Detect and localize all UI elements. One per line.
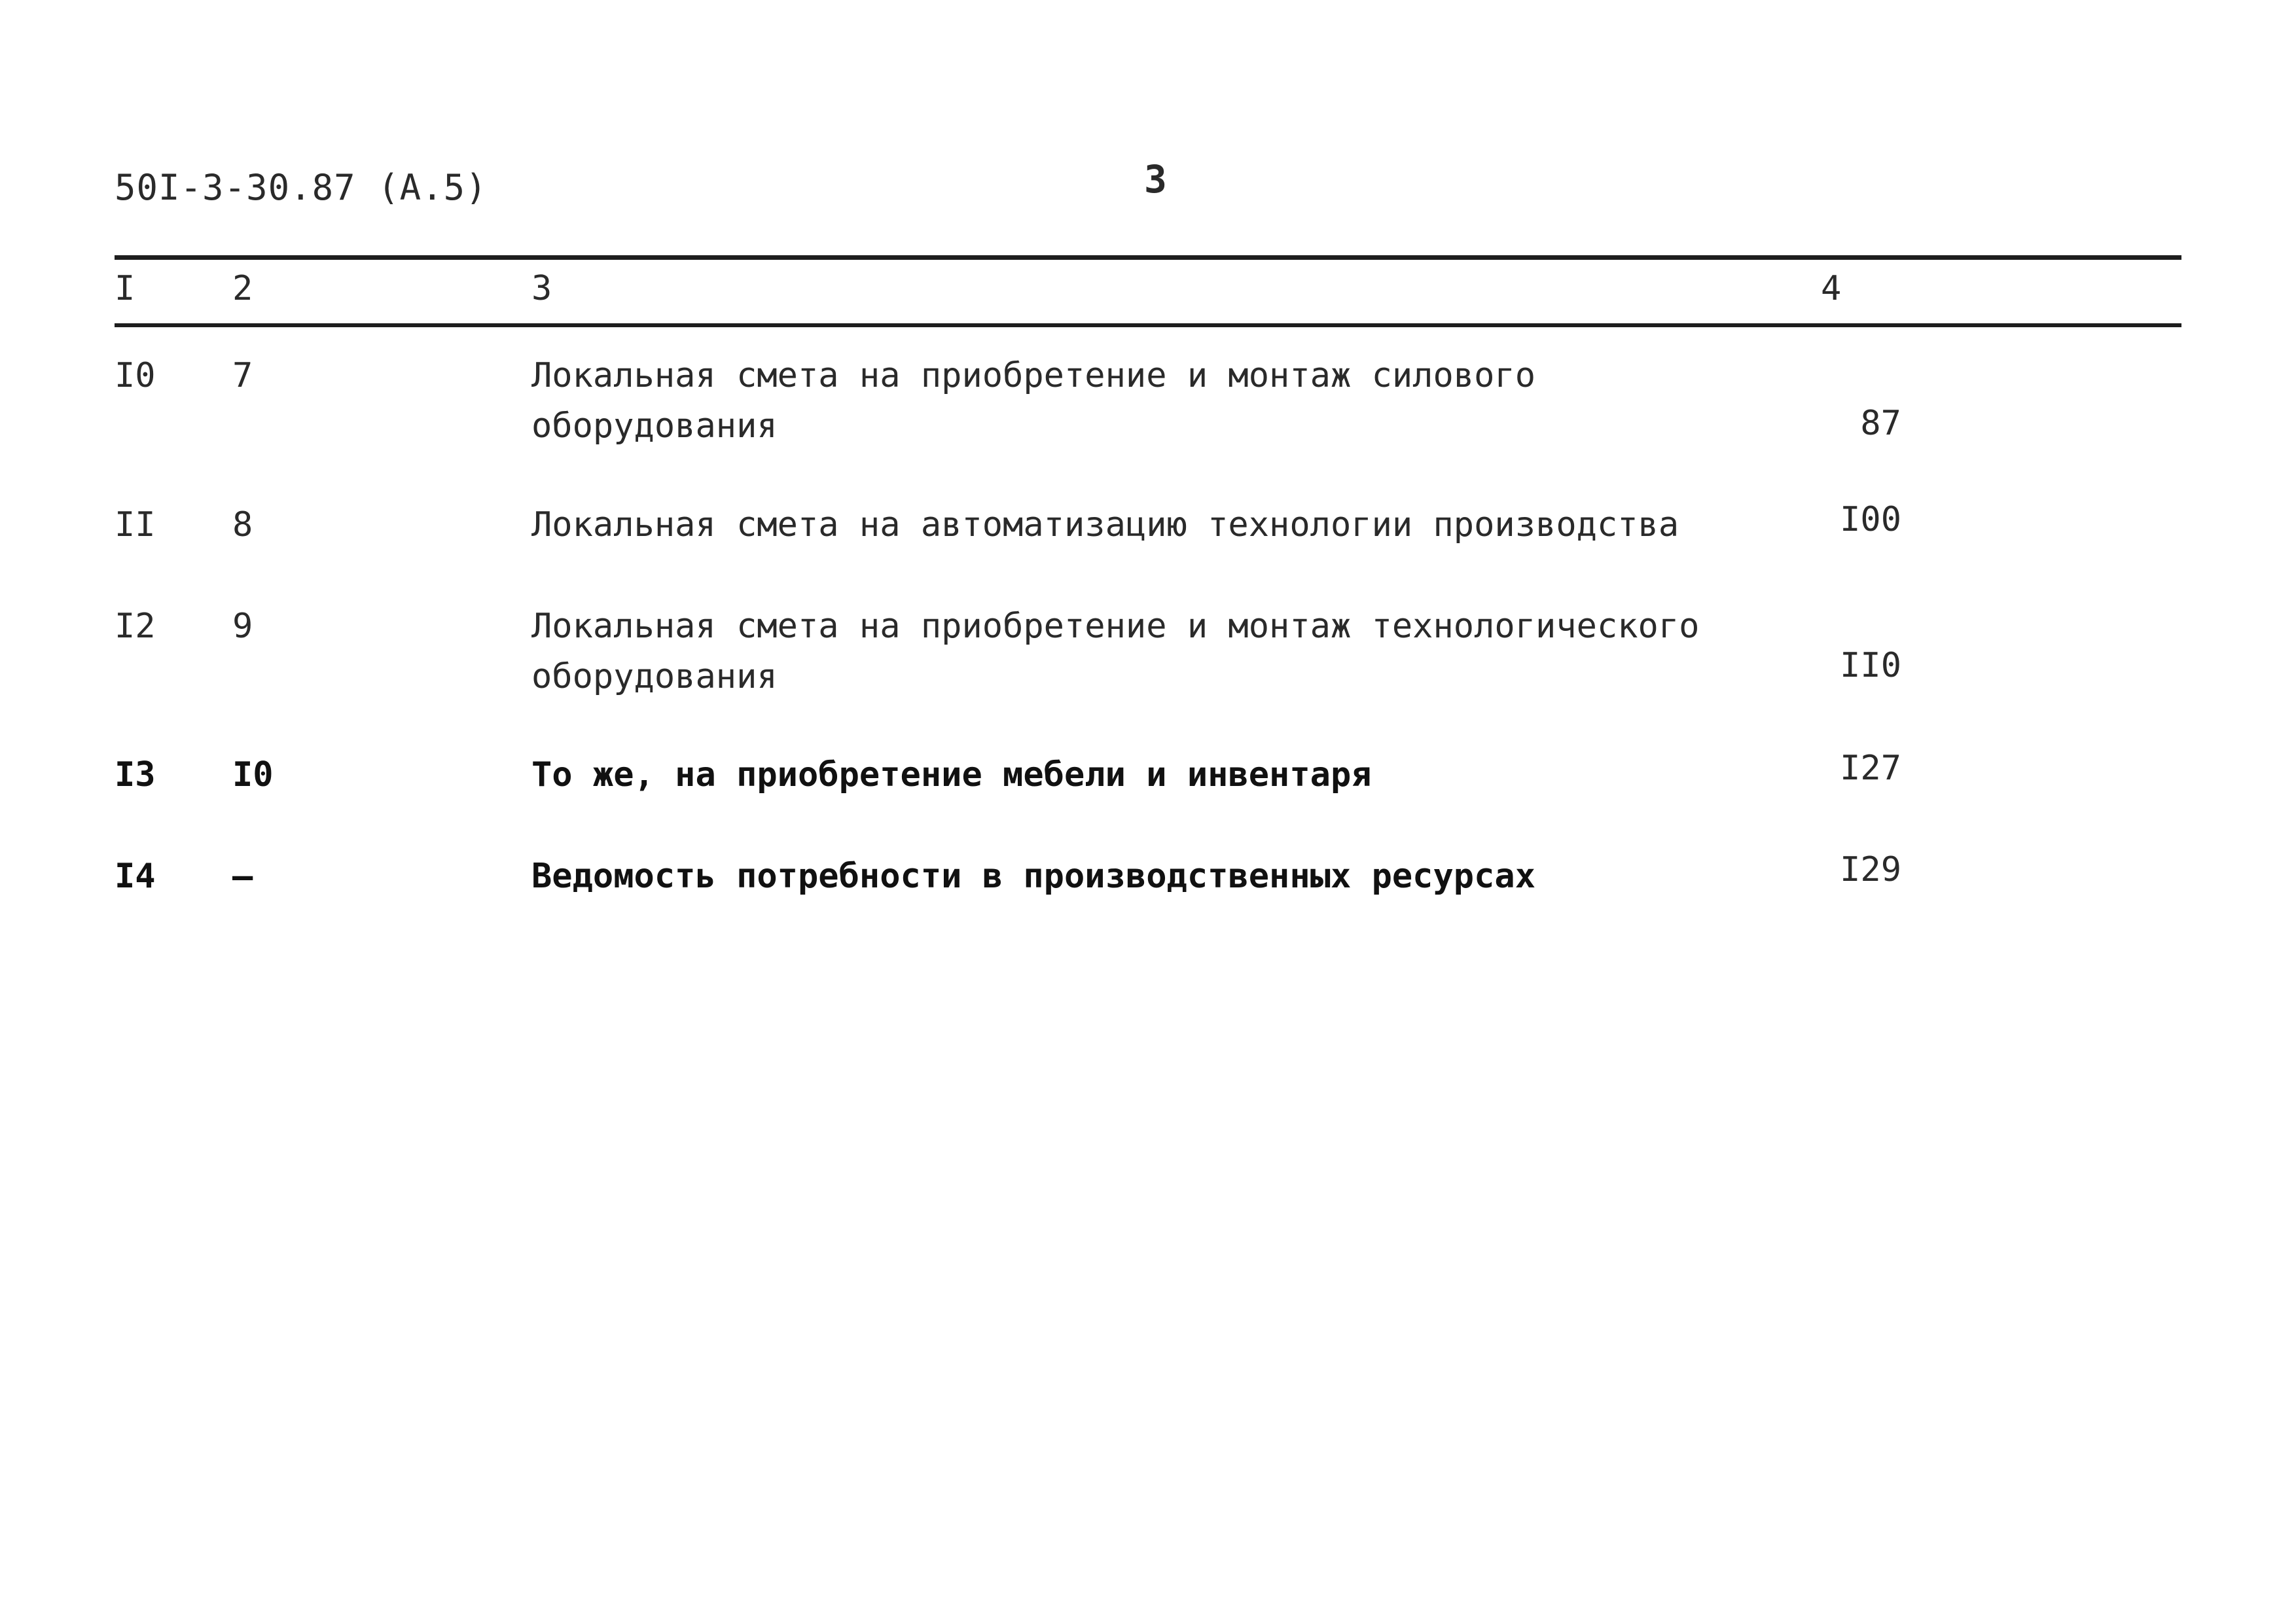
row-sub-number: 8 — [232, 505, 253, 544]
row-number: I4 — [115, 857, 156, 896]
column-header-3: 3 — [531, 269, 552, 308]
row-title-line: То же, на приобретение мебели и инвентаря — [531, 755, 1372, 794]
document-code: 50I-3-30.87 (A.5) — [115, 167, 488, 208]
table-top-rule — [115, 255, 2181, 260]
column-header-4: 4 — [1821, 269, 1842, 308]
row-title-line: Ведомость потребности в производственных ресурсах — [531, 857, 1536, 896]
row-page: 87 — [1860, 404, 1901, 443]
column-header-1: I — [115, 269, 135, 308]
row-number: II — [115, 505, 156, 544]
row-number: I0 — [115, 356, 156, 395]
row-number: I3 — [115, 755, 156, 794]
row-title-line: Локальная смета на приобретение и монтаж силового — [531, 356, 1536, 395]
column-header-2: 2 — [232, 269, 253, 308]
row-sub-number: 7 — [232, 356, 253, 395]
row-page: I27 — [1840, 749, 1901, 788]
row-title-line: оборудования — [531, 657, 778, 696]
row-page: I29 — [1840, 850, 1901, 889]
row-sub-number: I0 — [232, 755, 274, 794]
page-number: 3 — [1144, 157, 1167, 202]
table-header-rule — [115, 323, 2181, 327]
row-number: I2 — [115, 607, 156, 646]
row-page: I00 — [1840, 500, 1901, 539]
row-title-line: Локальная смета на автоматизацию технологии производства — [531, 505, 1679, 544]
row-sub-number: – — [232, 857, 253, 896]
row-page: II0 — [1840, 646, 1901, 685]
row-sub-number: 9 — [232, 607, 253, 646]
row-title-line: оборудования — [531, 406, 778, 446]
row-title-line: Локальная смета на приобретение и монтаж технологического — [531, 607, 1700, 646]
